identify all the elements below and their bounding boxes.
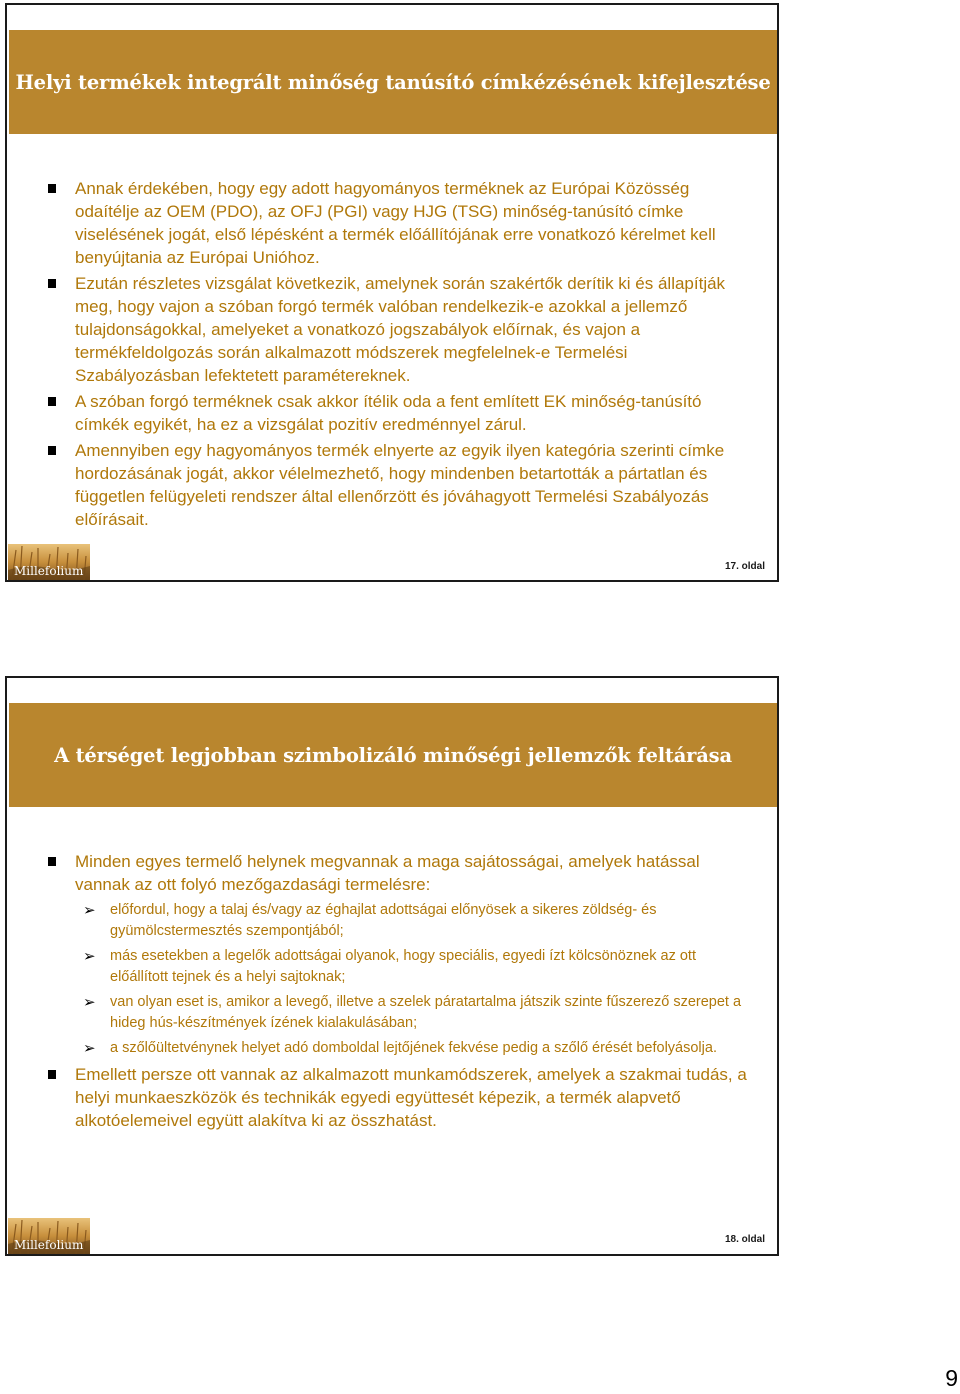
square-bullet-icon — [48, 279, 56, 288]
millefolium-logo — [8, 1218, 90, 1254]
sub-bullet-text: van olyan eset is, amikor a levegő, illetve a szelek páratartalma játszik szinte fűszerező szerepet a hideg hús-készítmények ízének kialakulásában; — [110, 994, 742, 1031]
bullet-text: Minden egyes termelő helynek megvannak a maga sajátosságai, amelyek hatással vannak az ott folyó mezőgazdasági termelésre: — [75, 852, 700, 894]
sub-bullet-text: előfordul, hogy a talaj és/vagy az éghajlat adottságai előnyösek a sikeres zöldség- és gyümölcstermesztés szempontjából; — [110, 902, 657, 939]
page-number: 18. oldal — [724, 1234, 765, 1245]
slide-18 — [5, 676, 779, 1256]
bullet-list — [7, 850, 777, 1135]
slide-title: A térséget legjobban szimbolizáló minőségi jellemzők feltárása — [54, 743, 732, 767]
sub-bullet-item — [7, 900, 777, 942]
logo-text: Millefolium — [14, 1238, 84, 1252]
bullet-item — [7, 850, 777, 896]
bullet-text: A szóban forgó terméknek csak akkor ítélik oda a fent említett EK minőség-tanúsító címkék egyikét, ha ez a vizsgálat pozitív eredménnyel zárul. — [75, 392, 702, 434]
sub-bullet-item — [7, 1038, 777, 1059]
millefolium-logo — [8, 544, 90, 580]
bullet-text: Amennyiben egy hagyományos termék elnyerte az egyik ilyen kategória szerinti címke hordozásának jogát, akkor vélelmezhető, hogy mindenben betartották a pártatlan és független felügyeleti rendszer által ellenőrzött és jóváhagyott Termelési Szabályozás előírásait. — [75, 441, 725, 529]
square-bullet-icon — [48, 1070, 56, 1079]
bullet-text: Annak érdekében, hogy egy adott hagyományos terméknek az Európai Közösség odaítélje az OEM (PDO), az OFJ (PGI) vagy HJG (TSG) minőség-tanúsító címke viselésének jogát, első lépésként a termék előállítójának erre vonatkozó kérelmet kell benyújtania az Európai Unióhoz. — [75, 179, 716, 267]
square-bullet-icon — [48, 857, 56, 866]
square-bullet-icon — [48, 397, 56, 406]
arrow-bullet-icon: ➢ — [83, 994, 96, 1011]
sub-bullet-item — [7, 946, 777, 988]
slide-title: Helyi termékek integrált minőség tanúsító címkézésének kifejlesztése — [15, 70, 771, 94]
arrow-bullet-icon: ➢ — [83, 1040, 96, 1057]
bullet-item — [7, 1063, 777, 1132]
bullet-list — [7, 177, 777, 534]
page-number: 17. oldal — [724, 561, 765, 572]
bullet-text: Ezután részletes vizsgálat következik, amelynek során szakértők derítik ki és állapítják meg, hogy vajon a szóban forgó termék valóban rendelkezik-e azokkal a jellemző tulajdonságokkal, amelyeket a vonatkozó jogszabályok előírnak, és vajon a termékfeldolgozás során alkalmazott módszerek megfelelnek-e Termelési Szabályozásban lefektetett paramétereknek. — [75, 274, 726, 385]
bullet-item — [7, 439, 777, 531]
title-band — [9, 703, 777, 807]
bullet-item — [7, 177, 777, 269]
arrow-bullet-icon: ➢ — [83, 948, 96, 965]
sub-bullet-text: más esetekben a legelők adottságai olyanok, hogy speciális, egyedi ízt kölcsönöznek az ott előállított tejnek és a helyi sajtoknak; — [110, 948, 696, 985]
sub-bullet-text: a szőlőültetvénynek helyet adó domboldal lejtőjének fekvése pedig a szőlő érését befolyásolja. — [110, 1040, 717, 1056]
square-bullet-icon — [48, 184, 56, 193]
logo-text: Millefolium — [14, 564, 84, 578]
arrow-bullet-icon: ➢ — [83, 902, 96, 919]
sub-bullet-item — [7, 992, 777, 1034]
slide-17 — [5, 3, 779, 582]
bullet-item — [7, 390, 777, 436]
square-bullet-icon — [48, 446, 56, 455]
title-band — [9, 30, 777, 134]
bullet-item — [7, 272, 777, 387]
sheet-page-number: 9 — [945, 1365, 958, 1391]
bullet-text: Emellett persze ott vannak az alkalmazott munkamódszerek, amelyek a szakmai tudás, a helyi munkaeszközök és technikák egyedi együttesét képezik, a termék alapvető alkotóelemeivel együtt alakítva ki az összhatást. — [75, 1065, 747, 1130]
